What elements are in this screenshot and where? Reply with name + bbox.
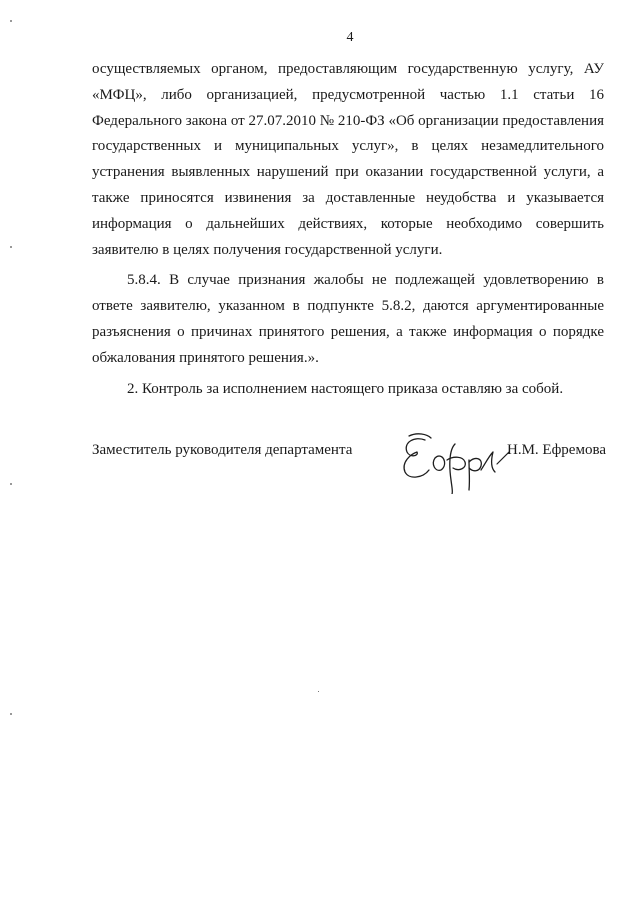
scan-speck [318, 691, 319, 692]
paragraph-5-8-4: 5.8.4. В случае признания жалобы не подлежащей удовлетворению в ответе заявителю, указанном в подпункте 5.8.2, даются аргументированные разъяснения о причинах принятого решения, а также информация о порядке обжалования принятого решения.». [92, 272, 604, 366]
scan-mark [10, 713, 12, 715]
document-body [92, 57, 604, 402]
signatory-name: Н.М. Ефремова [507, 442, 606, 458]
signature-block [92, 430, 606, 500]
scan-mark [10, 20, 12, 22]
scan-mark [10, 483, 12, 485]
paragraph-continuation: осуществляемых органом, предоставляющим государственную услугу, АУ «МФЦ», либо организацией, предусмотренной частью 1.1 статьи 16 Федерального закона от 27.07.2010 № 210-ФЗ «Об организации предоставления государственных и муниципальных услуг», в целях незамедлительного устранения выявленных нарушений при оказании государственной услуги, а также приносятся извинения за доставленные неудобства и указывается информация о дальнейших действиях, которые необходимо совершить заявителю в целях получения государственной услуги. [92, 61, 604, 258]
paragraph-control: 2. Контроль за исполнением настоящего приказа оставляю за собой. [127, 380, 564, 397]
page-number: 4 [346, 30, 354, 45]
signatory-title: Заместитель руководителя департамента [92, 442, 353, 458]
handwritten-signature [397, 430, 512, 494]
scan-mark [10, 246, 12, 248]
